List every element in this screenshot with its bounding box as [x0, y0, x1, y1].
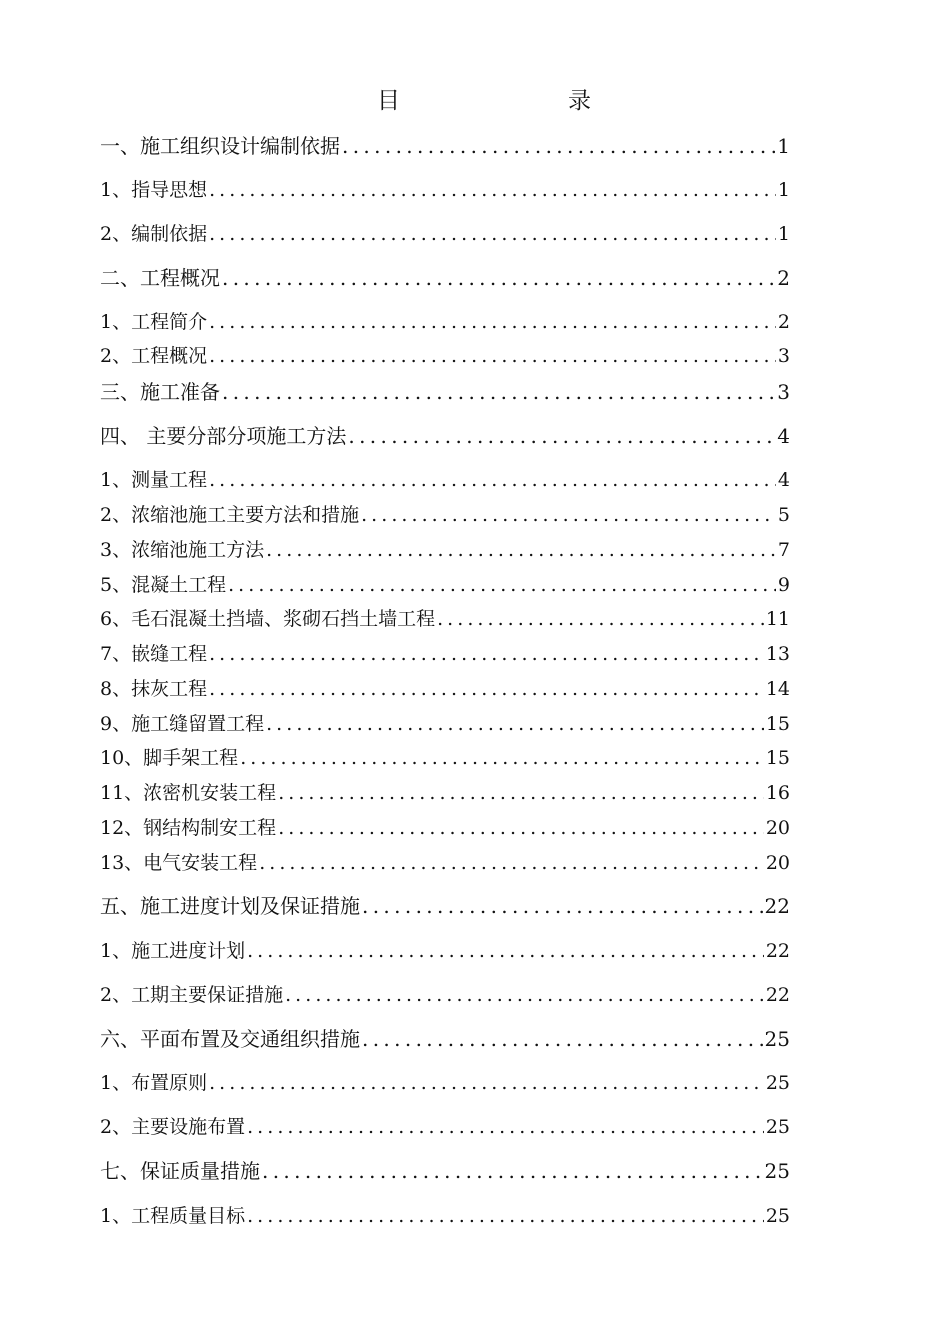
toc-entry[interactable] — [100, 133, 790, 159]
toc-entry-page: 4 — [777, 424, 790, 448]
toc-entry-page: 4 — [777, 469, 790, 491]
toc-entry-label: 7、嵌缝工程 — [100, 643, 208, 665]
toc-leader-dots — [247, 1203, 764, 1229]
toc-leader-dots — [262, 1158, 763, 1184]
toc-entry-label: 2、浓缩池施工主要方法和措施 — [100, 504, 360, 526]
toc-entry-page: 25 — [764, 1027, 790, 1051]
toc-entry-label: 1、指导思想 — [100, 179, 208, 201]
toc-leader-dots — [362, 1026, 763, 1052]
toc-entry[interactable] — [100, 177, 790, 203]
toc-entry-label: 四、 主要分部分项施工方法 — [100, 424, 347, 448]
toc-entry-label: 七、保证质量措施 — [100, 1159, 260, 1183]
toc-entry-label: 一、施工组织设计编制依据 — [100, 134, 340, 158]
toc-entry[interactable] — [100, 572, 790, 598]
toc-leader-dots — [437, 606, 764, 632]
toc-leader-dots — [266, 711, 764, 737]
toc-leader-dots — [222, 265, 775, 291]
toc-entry-label: 五、施工进度计划及保证措施 — [100, 894, 360, 918]
toc-entry-page: 20 — [765, 817, 790, 839]
toc-entry[interactable] — [100, 606, 790, 632]
toc-title-right: 录 — [568, 88, 591, 114]
toc-entry-label: 1、工程质量目标 — [100, 1205, 246, 1227]
toc-entry[interactable] — [100, 780, 790, 806]
toc-entry[interactable] — [100, 1114, 790, 1140]
toc-entry-page: 25 — [765, 1116, 790, 1138]
toc-leader-dots — [278, 815, 764, 841]
toc-entry-page: 15 — [765, 747, 790, 769]
toc-title-left: 目 — [377, 88, 400, 114]
toc-entry-label: 6、毛石混凝土挡墙、浆砌石挡土墙工程 — [100, 608, 436, 630]
toc-entry[interactable] — [100, 423, 790, 449]
toc-leader-dots — [209, 221, 776, 247]
toc-entry-label: 2、工程概况 — [100, 345, 208, 367]
toc-entry[interactable] — [100, 467, 790, 493]
toc-entry-page: 1 — [777, 223, 790, 245]
toc-entry-page: 5 — [777, 504, 790, 526]
toc-entry-page: 14 — [765, 678, 790, 700]
toc-entry[interactable] — [100, 745, 790, 771]
toc-entry[interactable] — [100, 1026, 790, 1052]
toc-entry-page: 2 — [777, 266, 790, 290]
toc-entry-page: 22 — [765, 984, 790, 1006]
toc-entry[interactable] — [100, 1070, 790, 1096]
toc-entry-page: 3 — [777, 345, 790, 367]
toc-entry-label: 1、工程简介 — [100, 311, 208, 333]
toc-leader-dots — [209, 641, 764, 667]
toc-entry-label: 1、施工进度计划 — [100, 940, 246, 962]
toc-leader-dots — [259, 850, 764, 876]
toc-entry-page: 3 — [777, 380, 790, 404]
toc-entry-label: 10、脚手架工程 — [100, 747, 239, 769]
toc-leader-dots — [278, 780, 764, 806]
toc-leader-dots — [361, 502, 776, 528]
toc-entry[interactable] — [100, 850, 790, 876]
toc-leader-dots — [209, 309, 776, 335]
toc-leader-dots — [209, 676, 764, 702]
toc-leader-dots — [348, 423, 775, 449]
toc-entry[interactable] — [100, 676, 790, 702]
toc-leader-dots — [247, 938, 764, 964]
toc-entry-page: 20 — [765, 852, 790, 874]
toc-leader-dots — [209, 177, 776, 203]
toc-leader-dots — [228, 572, 776, 598]
toc-entry[interactable] — [100, 343, 790, 369]
toc-entry-page: 2 — [777, 311, 790, 333]
toc-entry-label: 1、布置原则 — [100, 1072, 208, 1094]
toc-entry-label: 12、钢结构制安工程 — [100, 817, 277, 839]
toc-entry[interactable] — [100, 537, 790, 563]
toc-entry[interactable] — [100, 938, 790, 964]
toc-entry[interactable] — [100, 893, 790, 919]
toc-leader-dots — [285, 982, 764, 1008]
toc-entry-page: 22 — [764, 894, 790, 918]
toc-entry-page: 11 — [765, 608, 790, 630]
toc-leader-dots — [266, 537, 776, 563]
toc-entry-label: 3、浓缩池施工方法 — [100, 539, 265, 561]
toc-leader-dots — [247, 1114, 764, 1140]
toc-entry-page: 15 — [765, 713, 790, 735]
toc-entry-page: 7 — [777, 539, 790, 561]
toc-entry-label: 六、平面布置及交通组织措施 — [100, 1027, 360, 1051]
toc-leader-dots — [209, 467, 776, 493]
toc-entry-label: 13、电气安装工程 — [100, 852, 258, 874]
toc-entry-label: 2、工期主要保证措施 — [100, 984, 284, 1006]
toc-entry-label: 2、编制依据 — [100, 223, 208, 245]
toc-entry-label: 二、工程概况 — [100, 266, 220, 290]
toc-entry-page: 13 — [765, 643, 790, 665]
toc-entry-page: 1 — [777, 179, 790, 201]
toc-entry[interactable] — [100, 1203, 790, 1229]
toc-entry[interactable] — [100, 265, 790, 291]
toc-entry[interactable] — [100, 1158, 790, 1184]
toc-entry-page: 9 — [777, 574, 790, 596]
toc-entry[interactable] — [100, 711, 790, 737]
toc-entry-label: 2、主要设施布置 — [100, 1116, 246, 1138]
toc-entry-label: 5、混凝土工程 — [100, 574, 227, 596]
toc-entry-page: 25 — [764, 1159, 790, 1183]
toc-entry-label: 1、测量工程 — [100, 469, 208, 491]
toc-entry[interactable] — [100, 641, 790, 667]
toc-leader-dots — [222, 379, 775, 405]
toc-leader-dots — [240, 745, 764, 771]
toc-entry-label: 9、施工缝留置工程 — [100, 713, 265, 735]
toc-leader-dots — [209, 1070, 764, 1096]
toc-entry-label: 11、浓密机安装工程 — [100, 782, 277, 804]
toc-entry-page: 25 — [765, 1205, 790, 1227]
toc-entry-page: 25 — [765, 1072, 790, 1094]
toc-entry-label: 三、施工准备 — [100, 380, 220, 404]
toc-entry-page: 1 — [777, 134, 790, 158]
toc-entry[interactable] — [100, 815, 790, 841]
toc-leader-dots — [362, 893, 763, 919]
toc-entry-page: 22 — [765, 940, 790, 962]
toc-entry-page: 16 — [765, 782, 790, 804]
toc-entry[interactable] — [100, 379, 790, 405]
toc-leader-dots — [342, 133, 775, 159]
toc-title — [0, 86, 950, 116]
toc-entry[interactable] — [100, 502, 790, 528]
toc-leader-dots — [209, 343, 776, 369]
toc-entry[interactable] — [100, 982, 790, 1008]
toc-entry[interactable] — [100, 221, 790, 247]
toc-entry-label: 8、抹灰工程 — [100, 678, 208, 700]
toc-entry[interactable] — [100, 309, 790, 335]
